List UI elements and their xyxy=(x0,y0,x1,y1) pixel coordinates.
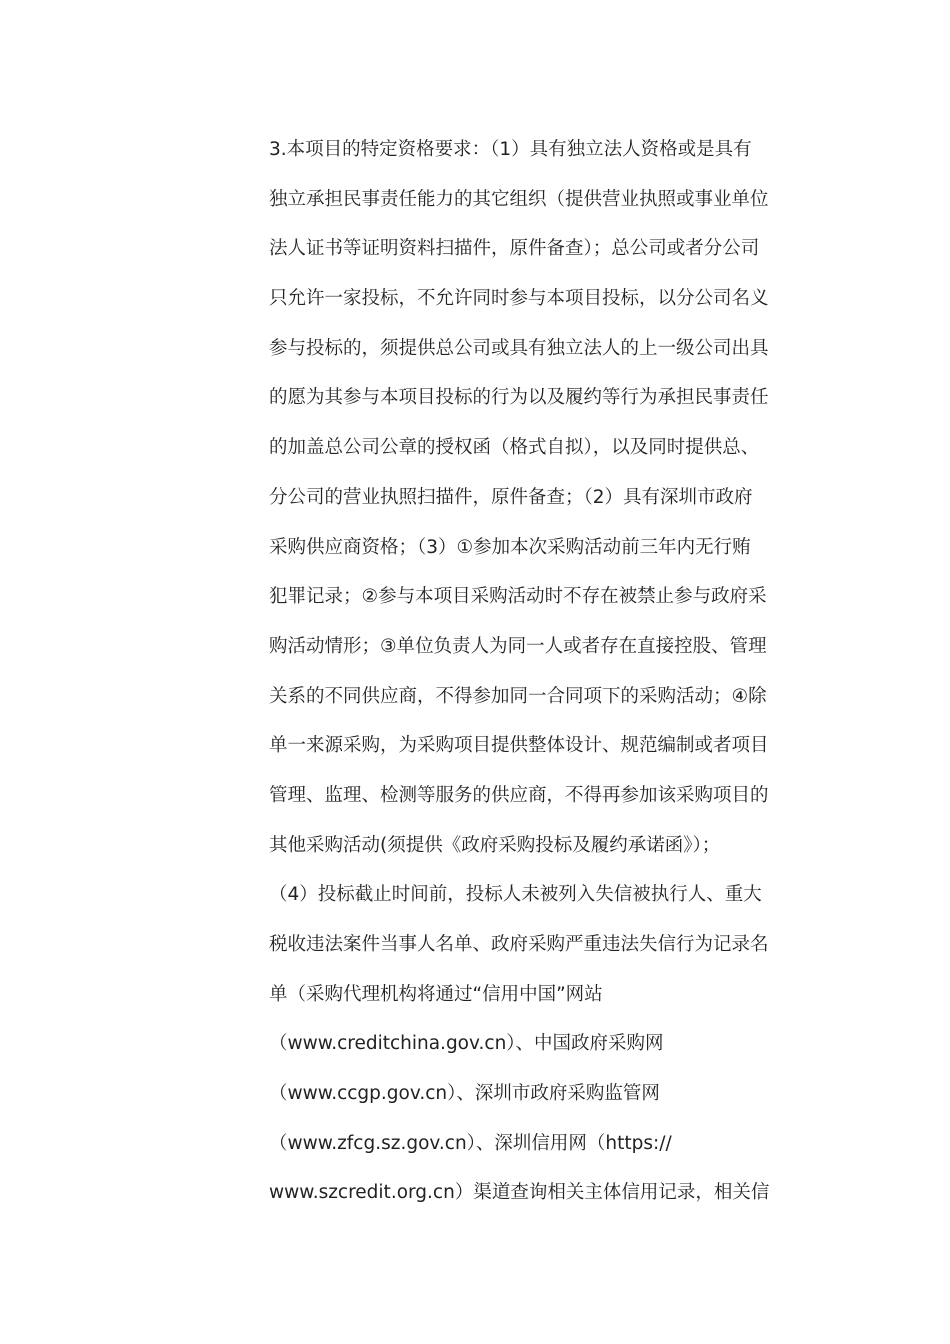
text-line: 3.本项目的特定资格要求：（1）具有独立法人资格或是具有 xyxy=(269,139,752,160)
text-line: 法人证书等证明资料扫描件，原件备查）；总公司或者分公司 xyxy=(269,238,760,260)
text-line: 分公司的营业执照扫描件，原件备查；（2）具有深圳市政府 xyxy=(269,486,753,508)
text-line: 购活动情形；③单位负责人为同一人或者存在直接控股、管理 xyxy=(269,635,767,657)
text-line: 只允许一家投标，不允许同时参与本项目投标，以分公司名义 xyxy=(269,288,769,310)
text-line: 参与投标的，须提供总公司或具有独立法人的上一级公司出具 xyxy=(269,337,769,359)
text-line: （www.ccgp.gov.cn）、深圳市政府采购监管网 xyxy=(269,1083,660,1105)
text-line: 单一来源采购，为采购项目提供整体设计、规范编制或者项目 xyxy=(269,735,769,757)
text-line: （www.zfcg.sz.gov.cn）、深圳信用网（https:// xyxy=(269,1132,672,1154)
text-line: （4）投标截止时间前，投标人未被列入失信被执行人、重大 xyxy=(269,884,762,906)
text-line: 采购供应商资格；（3）①参加本次采购活动前三年内无行贿 xyxy=(269,536,751,558)
body-paragraph xyxy=(269,125,809,1218)
text-line: 管理、监理、检测等服务的供应商，不得再参加该采购项目的 xyxy=(269,784,769,806)
text-line: 税收违法案件当事人名单、政府采购严重违法失信行为记录名 xyxy=(269,934,769,955)
text-line: www.szcredit.org.cn）渠道查询相关主体信用记录，相关信 xyxy=(269,1182,770,1204)
text-line: 其他采购活动(须提供《政府采购投标及履约承诺函》）； xyxy=(269,834,721,856)
text-line: 独立承担民事责任能力的其它组织（提供营业执照或事业单位 xyxy=(269,188,769,210)
text-line: 单（采购代理机构将通过“信用中国”网站 xyxy=(269,983,603,1005)
text-line: 的愿为其参与本项目投标的行为以及履约等行为承担民事责任 xyxy=(269,387,769,409)
text-line: 的加盖总公司公章的授权函（格式自拟），以及同时提供总、 xyxy=(269,437,760,459)
text-line: 关系的不同供应商，不得参加同一合同项下的采购活动；④除 xyxy=(269,685,767,707)
text-line: （www.creditchina.gov.cn）、中国政府采购网 xyxy=(269,1033,664,1055)
text-line: 犯罪记录；②参与本项目采购活动时不存在被禁止参与政府采 xyxy=(269,586,767,608)
